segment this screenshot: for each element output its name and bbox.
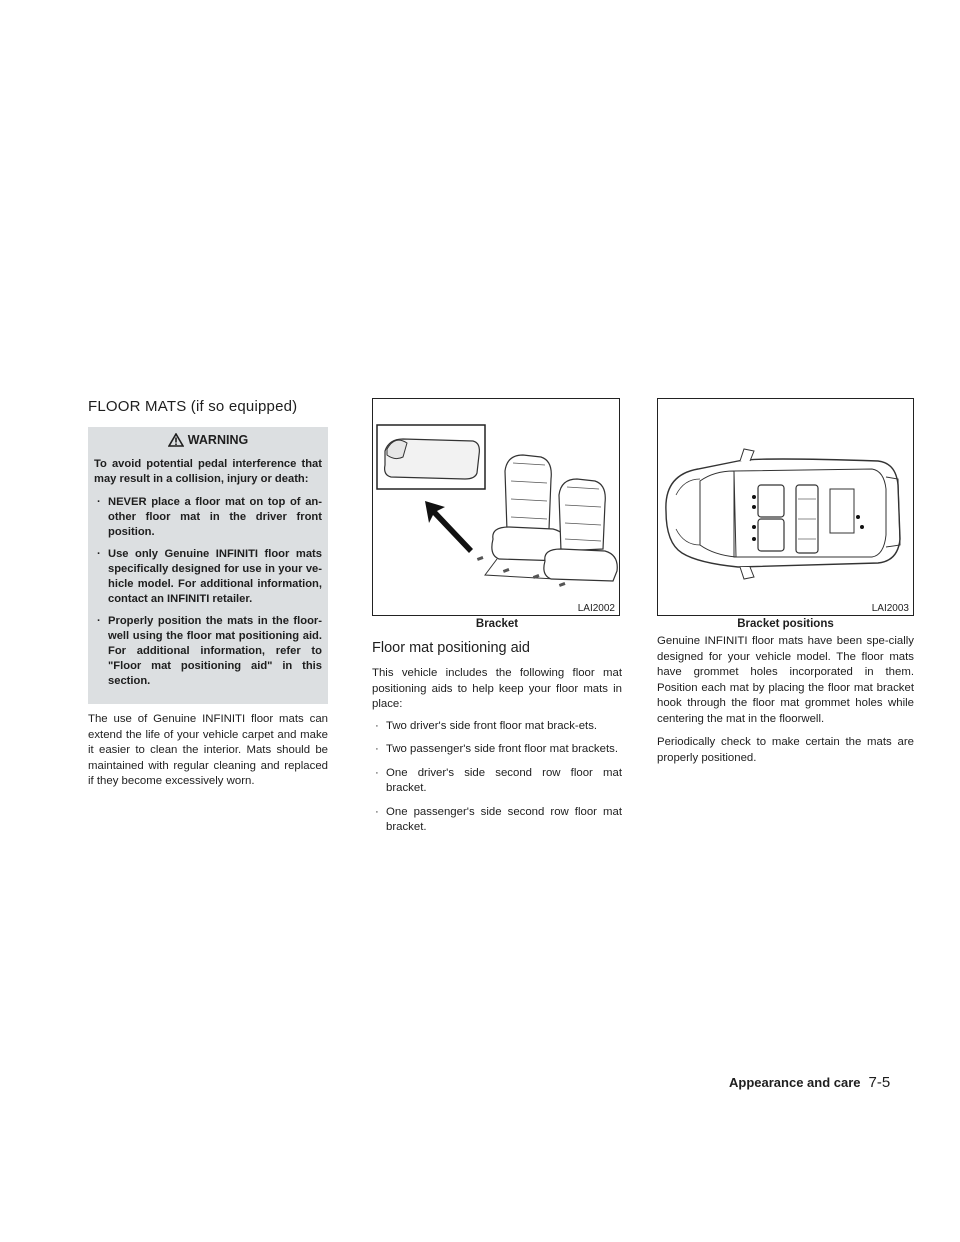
bracket-positions-figure: [657, 398, 914, 616]
figure-caption: Bracket: [475, 618, 519, 630]
footer-section: Appearance and care: [729, 1075, 861, 1090]
bracket-list-item: · Two driver's side front floor mat brack-ets.: [372, 719, 622, 735]
page-number: 7-5: [868, 1074, 891, 1091]
warning-intro: To avoid potential pedal interference that may result in a collision, injury or death:: [94, 458, 322, 485]
warning-item: · NEVER place a floor mat on top of an-other floor mat in the driver front position.: [94, 495, 322, 540]
figure-code: LAI2003: [871, 603, 909, 614]
warning-item: · Use only Genuine INFINITI floor mats specifically designed for use in your ve-hicle model. For additional information, contact an INFINITI retailer.: [94, 547, 322, 607]
bracket-illustration: [373, 399, 619, 615]
warning-item: · Properly position the mats in the floor-well using the floor mat positioning aid. For additional information, refer to "Floor mat positioning aid" in this section.: [94, 614, 322, 689]
bracket-figure: [372, 398, 620, 616]
bracket-list-item: · One passenger's side second row floor mat bracket.: [372, 805, 622, 836]
warning-list: [94, 495, 322, 689]
warning-label: WARNING: [187, 433, 249, 447]
figure-caption: Bracket positions: [737, 618, 834, 630]
car-top-view-illustration: [658, 399, 913, 615]
floor-mats-body: The use of Genuine INFINITI floor mats can extend the life of your vehicle carpet and make it easier to clean the interior. Mats should be maintained with regular cleaning and replaced if they become excessively worn.: [88, 713, 328, 787]
section-title: FLOOR MATS (if so equipped): [88, 398, 298, 415]
mats-paragraph-1: Genuine INFINITI floor mats have been spe-cially designed for your vehicle model. The floor mats have grommet holes incorporated in them. Position each mat by placing the floor mat bracket hook through the floor mat grommet holes while centering the mat in the floorwell.: [657, 635, 914, 725]
positioning-intro: This vehicle includes the following floor mat positioning aids to help keep your floor mats in place:: [372, 667, 622, 710]
bracket-list: [372, 719, 622, 836]
mats-paragraph-2: Periodically check to make certain the mats are properly positioned.: [657, 736, 914, 764]
warning-box: [88, 427, 328, 704]
bracket-list-item: · Two passenger's side front floor mat brackets.: [372, 742, 622, 758]
column-2: [372, 398, 622, 844]
figure-code: LAI2002: [577, 603, 615, 614]
column-3: [657, 398, 914, 766]
subsection-title: Floor mat positioning aid: [372, 640, 530, 656]
warning-icon: [168, 433, 184, 447]
warning-heading: [94, 433, 322, 447]
bracket-list-item: · One driver's side second row floor mat bracket.: [372, 766, 622, 797]
column-1: [88, 398, 328, 790]
page-footer: [729, 1074, 890, 1091]
